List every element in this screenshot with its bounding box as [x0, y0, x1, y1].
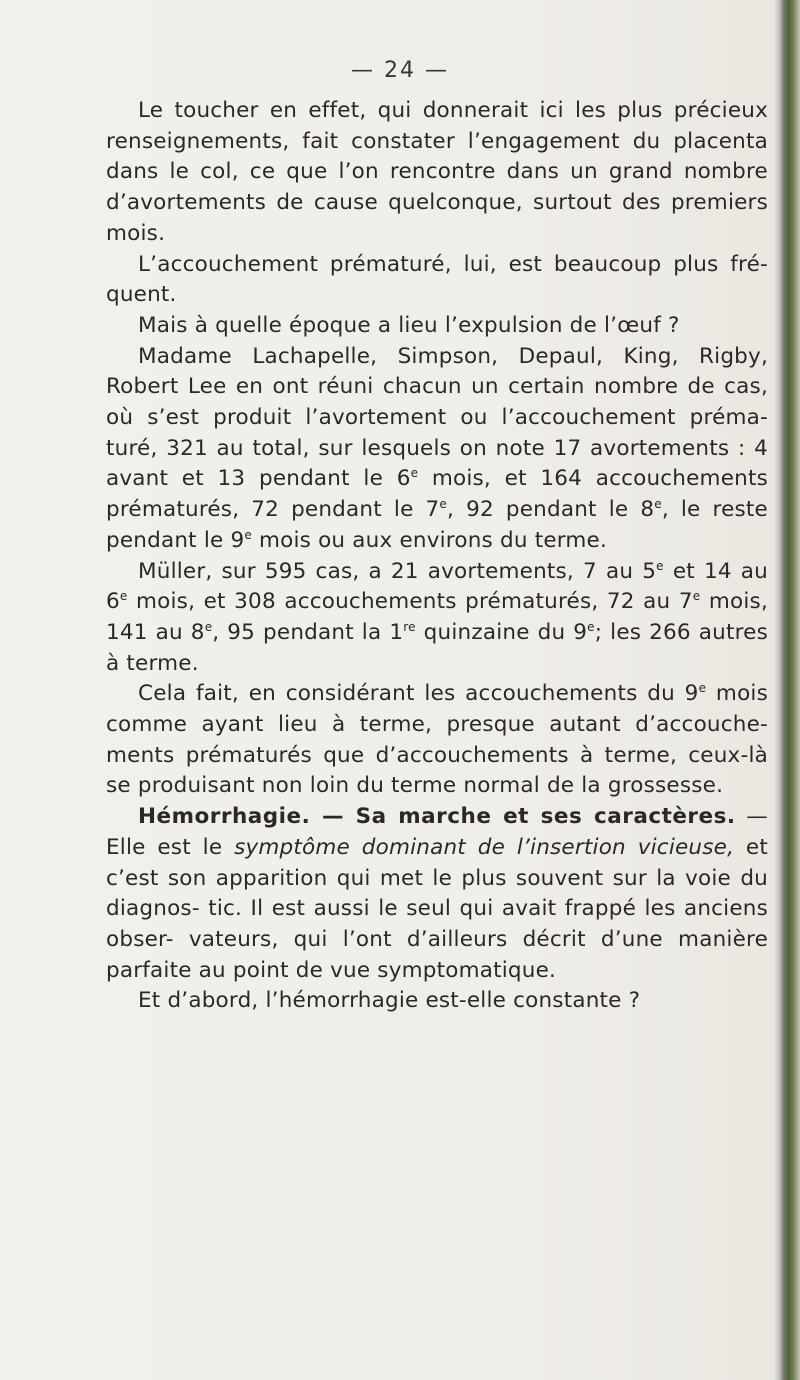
paragraph-statistics-lachapelle: Madame Lachapelle, Simpson, Depaul, King, Rigby, Robert Lee en ont réuni chacun un certain nombre de cas, où s’est produit l’avortement ou l’accouchement préma- turé, 321 au total, sur lesquels on note 17 avortements : 4 avant et 13 pendant le 6e mois, et 164 accouchements prématurés, 72 pendant le 7e, 92 pendant le 8e, le reste pendant le 9e mois ou aux environs du terme.: [106, 343, 768, 553]
paragraph-hemorrhagie: Hémorrhagie. — Sa marche et ses caractères. — Elle est le symptôme dominant de l’insertion vicieuse, et c’est son apparition qui met le plus souvent sur la voie du diagnos- tic. Il est aussi le seul qui avait frappé les anciens obser- vateurs, qui l’ont d’ailleurs décrit d’une manière parfaite au point de vue symptomatique.: [106, 804, 769, 983]
paragraph-question-epoque: Mais à quelle époque a lieu l’expulsion de l’œuf ?: [138, 312, 680, 338]
paragraph-toucher: Le toucher en effet, qui donnerait ici les plus précieux renseignements, fait constater l’engagement du placenta dans le col, ce que l’on rencontre dans un grand nombre d’avortements de cause quelconque, surtout des premiers mois.: [106, 98, 768, 246]
paragraph-statistics-muller: Müller, sur 595 cas, a 21 avortements, 7 au 5e et 14 au 6e mois, et 308 accouchements prématurés, 72 au 7e mois, 141 au 8e, 95 pendant la 1re quinzaine du 9e; les 266 autres à terme.: [106, 558, 768, 676]
paragraph-accouchement-premature: L’accouchement prématuré, lui, est beaucoup plus fré- quent.: [106, 251, 768, 308]
body-text: [106, 96, 768, 1017]
book-binding-edge: [780, 0, 800, 1380]
paragraph-question-constante: Et d’abord, l’hémorrhagie est-elle constante ?: [138, 988, 641, 1014]
section-heading-hemorrhagie: Hémorrhagie. — Sa marche et ses caractères.: [138, 804, 736, 830]
paragraph-conclusion-terme: Cela fait, en considérant les accouchements du 9e mois comme ayant lieu à terme, presque autant d’accouche- ments prématurés que d’accouchements à terme, ceux-là se produisant non loin du terme normal de la grossesse.: [106, 681, 768, 799]
italic-phrase: symptôme dominant de l’insertion vicieuse,: [234, 834, 735, 860]
page-number: — 24 —: [351, 58, 449, 83]
